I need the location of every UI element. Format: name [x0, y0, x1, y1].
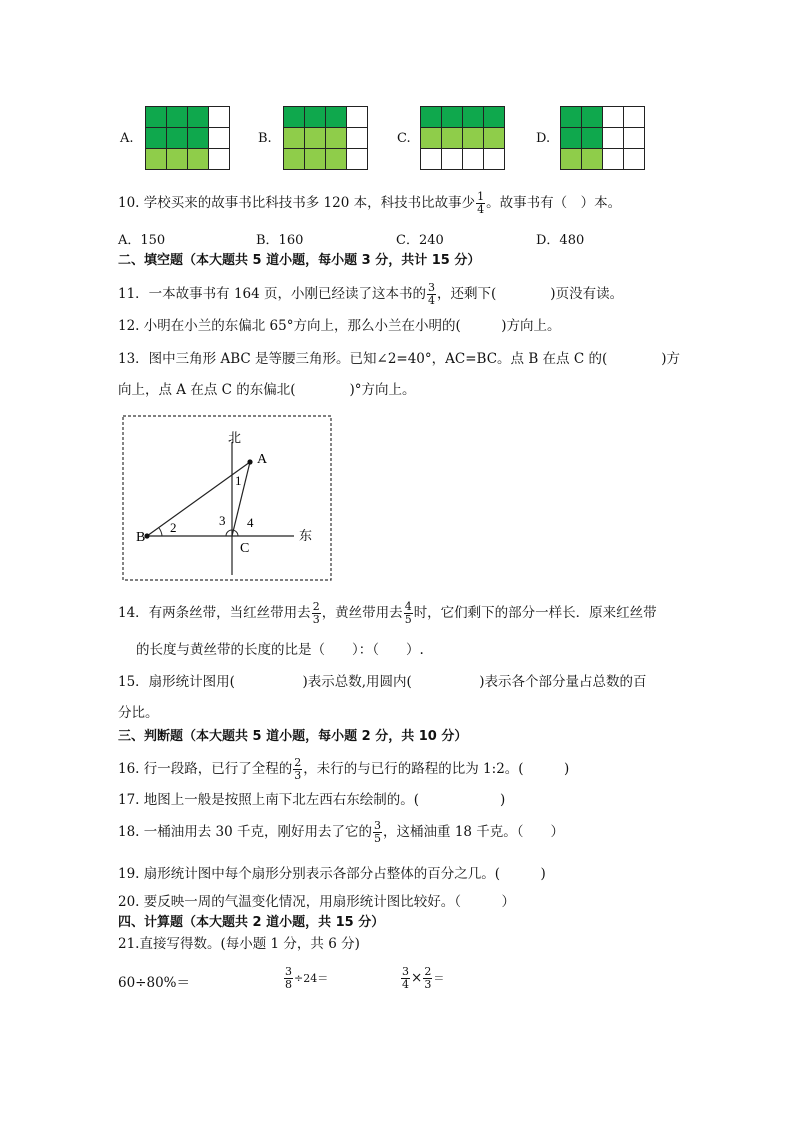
angle-2-label: 2: [170, 520, 177, 535]
q13-line2: 向上，点 A 在点 C 的东偏北( )°方向上。: [118, 382, 416, 398]
angle-2-arc: [159, 528, 162, 536]
grid-cell: [441, 148, 463, 170]
q14-fraction-2: $\frac{4}{5}$: [404, 600, 412, 626]
q16-text: 16. 行一段路，已行了全程的 $\frac{2}{3}$ ，未行的与已行的路程的比为 1:2。( ): [118, 756, 570, 782]
angle-3-label: 3: [219, 513, 226, 528]
q9-option-grid: [560, 106, 644, 169]
grid-cell: [420, 127, 442, 149]
q21-item-a: 60÷80%＝: [118, 975, 190, 991]
q21-item-c: $\frac{3}{4}$ × $\frac{2}{3}$ ＝: [402, 965, 445, 991]
q9-option-label: B.: [258, 131, 272, 146]
grid-cell: [560, 127, 582, 149]
grid-cell: [187, 127, 209, 149]
grid-cell: [462, 106, 484, 128]
east-label: 东: [299, 529, 313, 544]
section-3-heading: 三、判断题（本大题共 5 道小题，每小题 2 分，共 10 分）: [118, 729, 468, 744]
grid-cell: [187, 148, 209, 170]
q10-option-c: C．240: [396, 233, 444, 248]
q12-text: 12. 小明在小兰的东偏北 65°方向上，那么小兰在小明的( )方向上。: [118, 318, 561, 334]
dashed-border: [123, 416, 331, 580]
q9-option-grid: [420, 106, 504, 169]
grid-cell: [441, 106, 463, 128]
grid-cell: [304, 127, 326, 149]
grid-cell: [304, 106, 326, 128]
q15-line2: 分比。: [118, 705, 159, 721]
q18-text: 18. 一桶油用去 30 千克，刚好用去了它的 $\frac{3}{5}$ ，这桶油重 18 千克。（ ）: [118, 819, 565, 845]
grid-cell: [346, 148, 368, 170]
q18-fraction: $\frac{3}{5}$: [374, 819, 382, 845]
q19-text: 19. 扇形统计图中每个扇形分别表示各部分占整体的百分之几。( ): [118, 866, 546, 882]
q9-option-label: D.: [536, 131, 551, 146]
grid-cell: [208, 127, 230, 149]
grid-cell: [145, 106, 167, 128]
grid-cell: [623, 106, 645, 128]
grid-cell: [420, 106, 442, 128]
grid-cell: [145, 127, 167, 149]
grid-cell: [346, 127, 368, 149]
grid-cell: [462, 148, 484, 170]
q10-option-a: A．150: [118, 233, 166, 248]
q13-line1: 13．图中三角形 ABC 是等腰三角形。已知∠2=40°，AC=BC。点 B 在点 C 的( )方: [118, 351, 680, 367]
grid-cell: [208, 106, 230, 128]
grid-cell: [166, 148, 188, 170]
grid-cell: [560, 106, 582, 128]
grid-cell: [166, 127, 188, 149]
grid-cell: [304, 148, 326, 170]
q10-option-b: B．160: [256, 233, 304, 248]
grid-cell: [602, 148, 624, 170]
q16-fraction: $\frac{2}{3}$: [294, 756, 302, 782]
section-4-heading: 四、计算题（本大题共 2 道小题，共 15 分）: [118, 915, 385, 930]
grid-cell: [283, 148, 305, 170]
grid-cell: [462, 127, 484, 149]
section-2-heading: 二、填空题（本大题共 5 道小题，每小题 3 分，共计 15 分）: [118, 253, 481, 268]
grid-cell: [208, 148, 230, 170]
q9-option-grid: [283, 106, 367, 169]
q14-line1: 14．有两条丝带，当红丝带用去 $\frac{2}{3}$ ，黄丝带用去 $\frac{4}{5}$ 时，它们剩下的部分一样长．原来红丝带: [118, 600, 657, 626]
q20-text: 20. 要反映一周的气温变化情况，用扇形统计图比较好。（ ）: [118, 894, 516, 910]
angle-4-label: 4: [247, 515, 254, 530]
grid-cell: [441, 127, 463, 149]
angle-1-label: 1: [235, 473, 242, 488]
grid-cell: [623, 127, 645, 149]
q9-option-grid: [145, 106, 229, 169]
q17-text: 17. 地图上一般是按照上南下北左西右东绘制的。( ): [118, 792, 506, 808]
q21-c-fraction-1: $\frac{3}{4}$: [402, 965, 409, 991]
grid-cell: [560, 148, 582, 170]
q21-item-b: $\frac{3}{8}$ ÷24＝: [285, 965, 329, 991]
q9-option-label: C.: [397, 131, 411, 146]
q15-line1: 15．扇形统计图用( )表示总数,用圆内( )表示各个部分量占总数的百: [118, 674, 647, 690]
grid-cell: [187, 106, 209, 128]
grid-cell: [483, 106, 505, 128]
q21-b-fraction: $\frac{3}{8}$: [285, 965, 292, 991]
grid-cell: [283, 127, 305, 149]
grid-cell: [602, 106, 624, 128]
q10-fraction: $\frac{1}{4}$: [477, 190, 485, 216]
grid-cell: [602, 127, 624, 149]
grid-cell: [581, 148, 603, 170]
grid-cell: [581, 127, 603, 149]
q21-c-fraction-2: $\frac{2}{3}$: [424, 965, 432, 991]
grid-cell: [483, 127, 505, 149]
q9-option-label: A.: [120, 131, 134, 146]
q11-fraction: $\frac{3}{4}$: [428, 281, 436, 307]
grid-cell: [283, 106, 305, 128]
direction-diagram: [118, 412, 336, 584]
grid-cell: [483, 148, 505, 170]
grid-cell: [166, 106, 188, 128]
grid-cell: [623, 148, 645, 170]
q14-line2: 的长度与黄丝带的长度的比是（ ）：（ ）.: [136, 642, 424, 658]
grid-cell: [325, 106, 347, 128]
q21-title: 21.直接写得数。(每小题 1 分，共 6 分): [118, 936, 360, 952]
north-label: 北: [228, 431, 242, 446]
point-a: [247, 459, 252, 464]
q10-option-d: D．480: [536, 233, 585, 248]
grid-cell: [346, 106, 368, 128]
grid-cell: [325, 127, 347, 149]
label-b: B: [136, 530, 146, 545]
grid-cell: [420, 148, 442, 170]
q14-fraction-1: $\frac{2}{3}$: [312, 600, 320, 626]
grid-cell: [145, 148, 167, 170]
label-a: A: [257, 452, 268, 467]
q10-text: 10. 学校买来的故事书比科技书多 120 本，科技书比故事少 $\frac{1}{4}$ 。故事书有（ ）本。: [118, 190, 622, 216]
grid-cell: [581, 106, 603, 128]
q11-text: 11．一本故事书有 164 页，小刚已经读了这本书的 $\frac{3}{4}$ ，还剩下( )页没有读。: [118, 281, 624, 307]
label-c: C: [240, 541, 250, 556]
grid-cell: [325, 148, 347, 170]
